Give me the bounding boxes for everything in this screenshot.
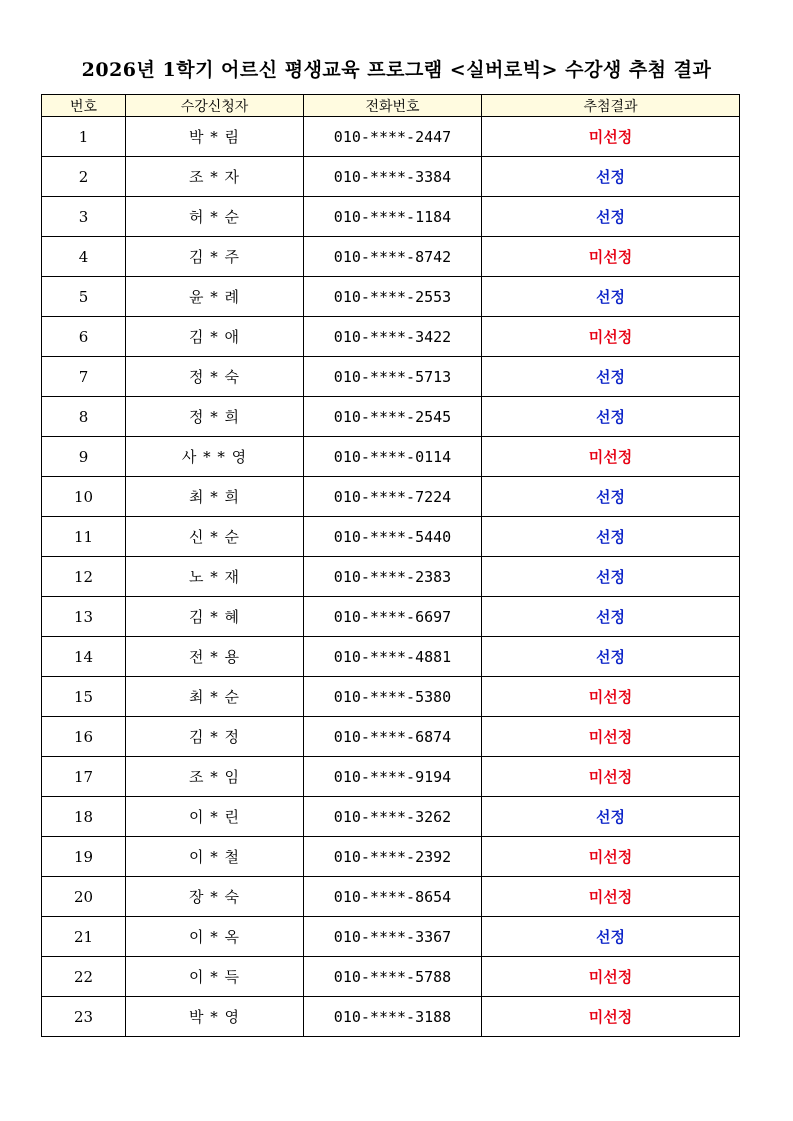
table-row bbox=[42, 957, 740, 997]
lottery-result: 선정 bbox=[482, 397, 740, 437]
phone-number: 010-****-5440 bbox=[304, 517, 482, 557]
lottery-result: 선정 bbox=[482, 157, 740, 197]
phone-number: 010-****-1184 bbox=[304, 197, 482, 237]
phone-number: 010-****-4881 bbox=[304, 637, 482, 677]
phone-number: 010-****-6874 bbox=[304, 717, 482, 757]
lottery-result: 선정 bbox=[482, 917, 740, 957]
lottery-result: 선정 bbox=[482, 597, 740, 637]
applicant-name: 최 * 희 bbox=[126, 477, 304, 517]
page-title: 2026년 1학기 어르신 평생교육 프로그램 <실버로빅> 수강생 추첨 결과 bbox=[81, 59, 712, 81]
row-number: 15 bbox=[42, 677, 126, 717]
phone-number: 010-****-3262 bbox=[304, 797, 482, 837]
applicant-name: 이 * 철 bbox=[126, 837, 304, 877]
row-number: 3 bbox=[42, 197, 126, 237]
row-number: 8 bbox=[42, 397, 126, 437]
applicant-name: 장 * 숙 bbox=[126, 877, 304, 917]
lottery-result: 미선정 bbox=[482, 317, 740, 357]
row-number: 17 bbox=[42, 757, 126, 797]
row-number: 19 bbox=[42, 837, 126, 877]
table-row bbox=[42, 237, 740, 277]
phone-number: 010-****-5380 bbox=[304, 677, 482, 717]
phone-number: 010-****-8742 bbox=[304, 237, 482, 277]
lottery-result: 미선정 bbox=[482, 237, 740, 277]
lottery-result-table bbox=[41, 94, 740, 1037]
row-number: 13 bbox=[42, 597, 126, 637]
applicant-name: 이 * 린 bbox=[126, 797, 304, 837]
lottery-result: 미선정 bbox=[482, 877, 740, 917]
table-row bbox=[42, 797, 740, 837]
lottery-result: 미선정 bbox=[482, 837, 740, 877]
applicant-name: 윤 * 례 bbox=[126, 277, 304, 317]
row-number: 9 bbox=[42, 437, 126, 477]
table-row bbox=[42, 197, 740, 237]
header-phone: 전화번호 bbox=[304, 95, 482, 117]
phone-number: 010-****-3367 bbox=[304, 917, 482, 957]
lottery-result: 선정 bbox=[482, 797, 740, 837]
row-number: 21 bbox=[42, 917, 126, 957]
table-row bbox=[42, 357, 740, 397]
applicant-name: 조 * 자 bbox=[126, 157, 304, 197]
applicant-name: 정 * 숙 bbox=[126, 357, 304, 397]
applicant-name: 조 * 임 bbox=[126, 757, 304, 797]
row-number: 11 bbox=[42, 517, 126, 557]
phone-number: 010-****-5713 bbox=[304, 357, 482, 397]
applicant-name: 최 * 순 bbox=[126, 677, 304, 717]
table-row bbox=[42, 477, 740, 517]
table-row bbox=[42, 597, 740, 637]
applicant-name: 신 * 순 bbox=[126, 517, 304, 557]
table-row bbox=[42, 437, 740, 477]
phone-number: 010-****-2383 bbox=[304, 557, 482, 597]
phone-number: 010-****-9194 bbox=[304, 757, 482, 797]
applicant-name: 정 * 희 bbox=[126, 397, 304, 437]
lottery-result: 미선정 bbox=[482, 957, 740, 997]
table-row bbox=[42, 277, 740, 317]
lottery-result: 미선정 bbox=[482, 997, 740, 1037]
row-number: 18 bbox=[42, 797, 126, 837]
row-number: 20 bbox=[42, 877, 126, 917]
row-number: 4 bbox=[42, 237, 126, 277]
phone-number: 010-****-3422 bbox=[304, 317, 482, 357]
applicant-name: 박 * 영 bbox=[126, 997, 304, 1037]
lottery-result: 선정 bbox=[482, 197, 740, 237]
header-number: 번호 bbox=[42, 95, 126, 117]
applicant-name: 박 * 림 bbox=[126, 117, 304, 157]
lottery-result: 미선정 bbox=[482, 717, 740, 757]
table-row bbox=[42, 517, 740, 557]
phone-number: 010-****-2392 bbox=[304, 837, 482, 877]
header-result: 추첨결과 bbox=[482, 95, 740, 117]
phone-number: 010-****-2545 bbox=[304, 397, 482, 437]
phone-number: 010-****-0114 bbox=[304, 437, 482, 477]
lottery-result: 선정 bbox=[482, 277, 740, 317]
row-number: 10 bbox=[42, 477, 126, 517]
applicant-name: 노 * 재 bbox=[126, 557, 304, 597]
phone-number: 010-****-5788 bbox=[304, 957, 482, 997]
row-number: 5 bbox=[42, 277, 126, 317]
row-number: 12 bbox=[42, 557, 126, 597]
applicant-name: 김 * 정 bbox=[126, 717, 304, 757]
applicant-name: 전 * 용 bbox=[126, 637, 304, 677]
row-number: 7 bbox=[42, 357, 126, 397]
table-row bbox=[42, 757, 740, 797]
row-number: 14 bbox=[42, 637, 126, 677]
lottery-result: 선정 bbox=[482, 357, 740, 397]
lottery-result: 선정 bbox=[482, 557, 740, 597]
header-applicant: 수강신청자 bbox=[126, 95, 304, 117]
lottery-result: 미선정 bbox=[482, 757, 740, 797]
applicant-name: 이 * 득 bbox=[126, 957, 304, 997]
applicant-name: 사 * * 영 bbox=[126, 437, 304, 477]
table-row bbox=[42, 877, 740, 917]
table-row bbox=[42, 677, 740, 717]
lottery-result: 미선정 bbox=[482, 117, 740, 157]
table-header-row bbox=[42, 95, 740, 117]
table-row bbox=[42, 637, 740, 677]
table-row bbox=[42, 717, 740, 757]
row-number: 2 bbox=[42, 157, 126, 197]
phone-number: 010-****-8654 bbox=[304, 877, 482, 917]
table-row bbox=[42, 997, 740, 1037]
table-row bbox=[42, 837, 740, 877]
phone-number: 010-****-2553 bbox=[304, 277, 482, 317]
phone-number: 010-****-7224 bbox=[304, 477, 482, 517]
row-number: 1 bbox=[42, 117, 126, 157]
lottery-result: 선정 bbox=[482, 637, 740, 677]
table-body bbox=[42, 117, 740, 1037]
row-number: 23 bbox=[42, 997, 126, 1037]
table-row bbox=[42, 917, 740, 957]
row-number: 22 bbox=[42, 957, 126, 997]
table-row bbox=[42, 117, 740, 157]
applicant-name: 허 * 순 bbox=[126, 197, 304, 237]
row-number: 6 bbox=[42, 317, 126, 357]
applicant-name: 이 * 옥 bbox=[126, 917, 304, 957]
table-row bbox=[42, 397, 740, 437]
applicant-name: 김 * 혜 bbox=[126, 597, 304, 637]
phone-number: 010-****-3188 bbox=[304, 997, 482, 1037]
lottery-result: 선정 bbox=[482, 477, 740, 517]
phone-number: 010-****-6697 bbox=[304, 597, 482, 637]
lottery-result: 선정 bbox=[482, 517, 740, 557]
table-row bbox=[42, 317, 740, 357]
table-row bbox=[42, 557, 740, 597]
table-row bbox=[42, 157, 740, 197]
applicant-name: 김 * 애 bbox=[126, 317, 304, 357]
applicant-name: 김 * 주 bbox=[126, 237, 304, 277]
phone-number: 010-****-2447 bbox=[304, 117, 482, 157]
row-number: 16 bbox=[42, 717, 126, 757]
lottery-result: 미선정 bbox=[482, 437, 740, 477]
phone-number: 010-****-3384 bbox=[304, 157, 482, 197]
lottery-result: 미선정 bbox=[482, 677, 740, 717]
